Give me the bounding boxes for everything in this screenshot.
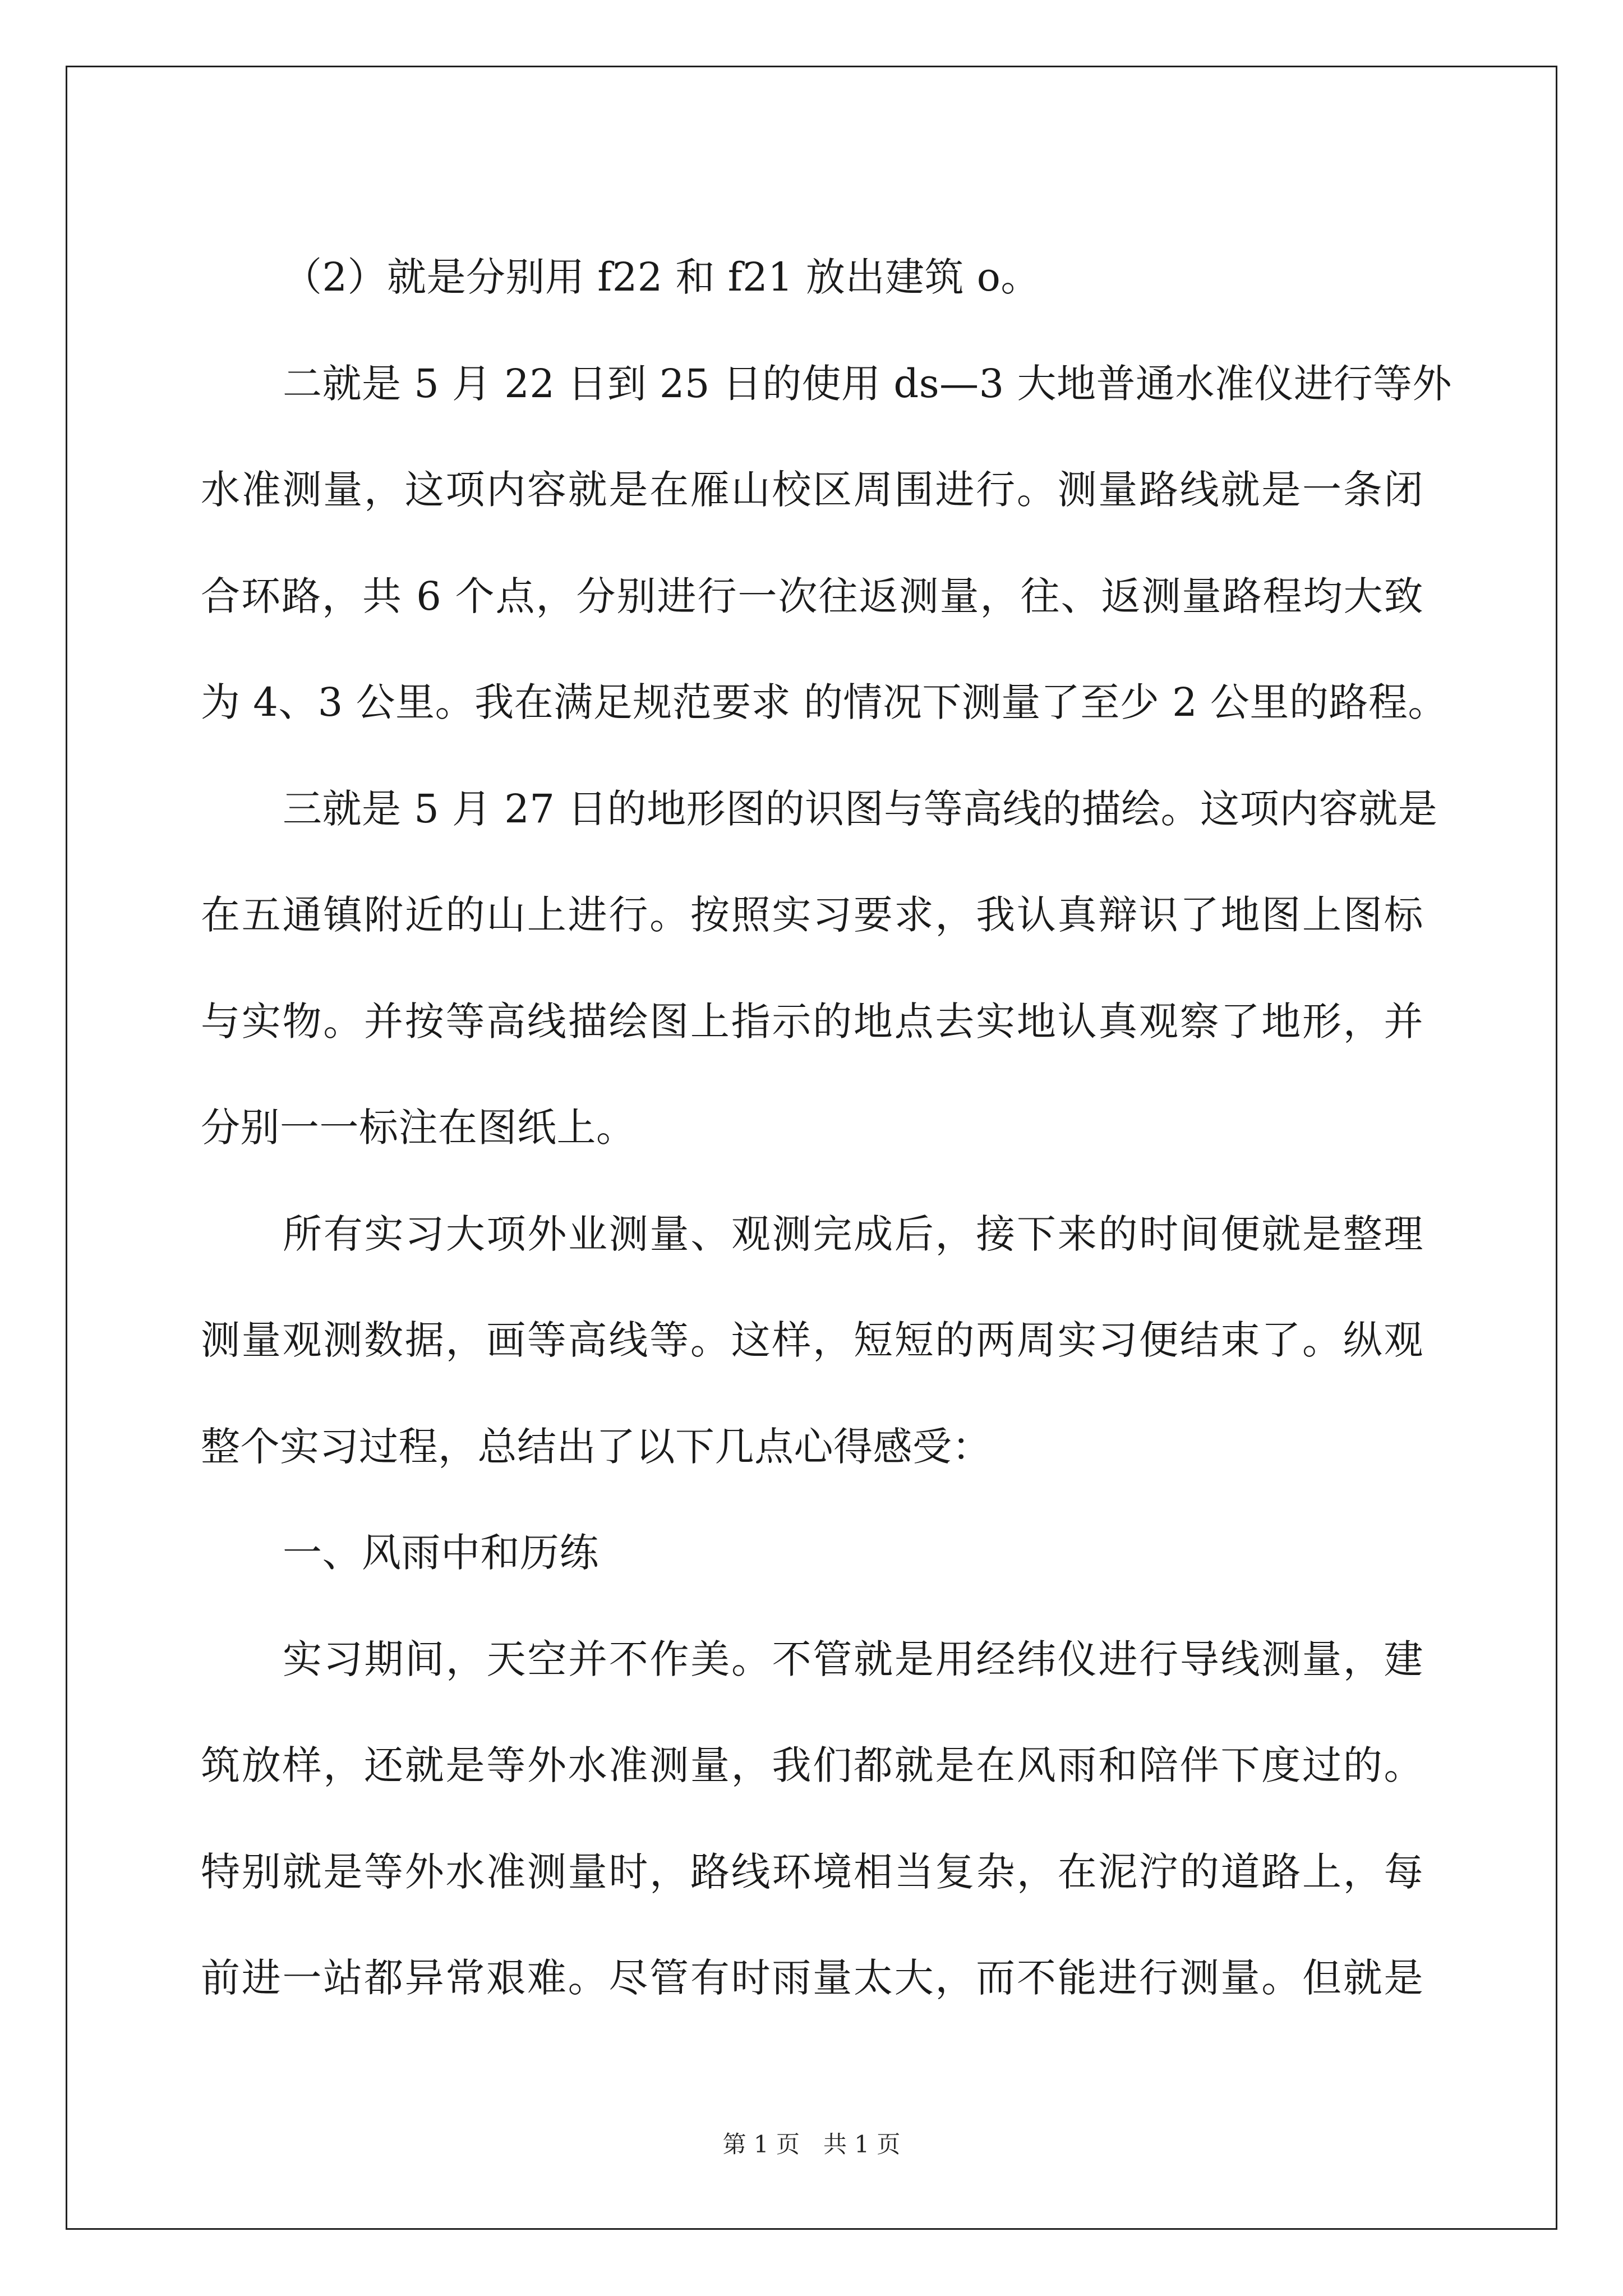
text-line: 测量观测数据，画等高线等。这样，短短的两周实习便结束了。纵观 bbox=[201, 1317, 1423, 1363]
text-line: 整个实习过程，总结出了以下几点心得感受： bbox=[201, 1423, 992, 1470]
document-body bbox=[201, 224, 1452, 2032]
text-line: 三就是 5 月 27 日的地形图的识图与等高线的描绘。这项内容就是 bbox=[283, 785, 1438, 832]
text-line: 为 4、3 公里。我在满足规范要求 的情况下测量了至少 2 公里的路程。 bbox=[201, 679, 1447, 725]
text-line: 二就是 5 月 22 日到 25 日的使用 ds—3 大地普通水准仪进行等外 bbox=[283, 360, 1452, 407]
text-line: 实习期间，天空并不作美。不管就是用经纬仪进行导线测量，建 bbox=[283, 1636, 1423, 1682]
text-line: 分别一一标注在图纸上。 bbox=[201, 1105, 636, 1151]
page-footer: 第 1 页 共 1 页 bbox=[722, 2131, 901, 2158]
text-line: 水准测量，这项内容就是在雁山校区周围进行。测量路线就是一条闭 bbox=[201, 467, 1423, 513]
text-line: 前进一站都异常艰难。尽管有时雨量太大，而不能进行测量。但就是 bbox=[201, 1955, 1423, 2001]
text-line: 合环路，共 6 个点，分别进行一次往返测量，往、返测量路程均大致 bbox=[201, 573, 1423, 619]
text-line: 与实物。并按等高线描绘图上指示的地点去实地认真观察了地形，并 bbox=[201, 998, 1423, 1045]
paragraph bbox=[201, 331, 1452, 756]
paragraph bbox=[201, 1181, 1423, 1501]
paragraph bbox=[201, 756, 1438, 1181]
paragraph bbox=[201, 1607, 1423, 2032]
section-heading bbox=[201, 1500, 1423, 1607]
text-line: 一、风雨中和历练 bbox=[283, 1530, 599, 1576]
text-line: 筑放样，还就是等外水准测量，我们都就是在风雨和陪伴下度过的。 bbox=[201, 1742, 1423, 1788]
text-line: 在五通镇附近的山上进行。按照实习要求，我认真辩识了地图上图标 bbox=[201, 892, 1423, 938]
text-line: 所有实习大项外业测量、观测完成后，接下来的时间便就是整理 bbox=[283, 1211, 1423, 1257]
text-line: （2）就是分别用 f22 和 f21 放出建筑 o。 bbox=[283, 254, 1040, 300]
paragraph bbox=[201, 224, 1423, 331]
text-line: 特别就是等外水准测量时，路线环境相当复杂，在泥泞的道路上，每 bbox=[201, 1848, 1423, 1895]
